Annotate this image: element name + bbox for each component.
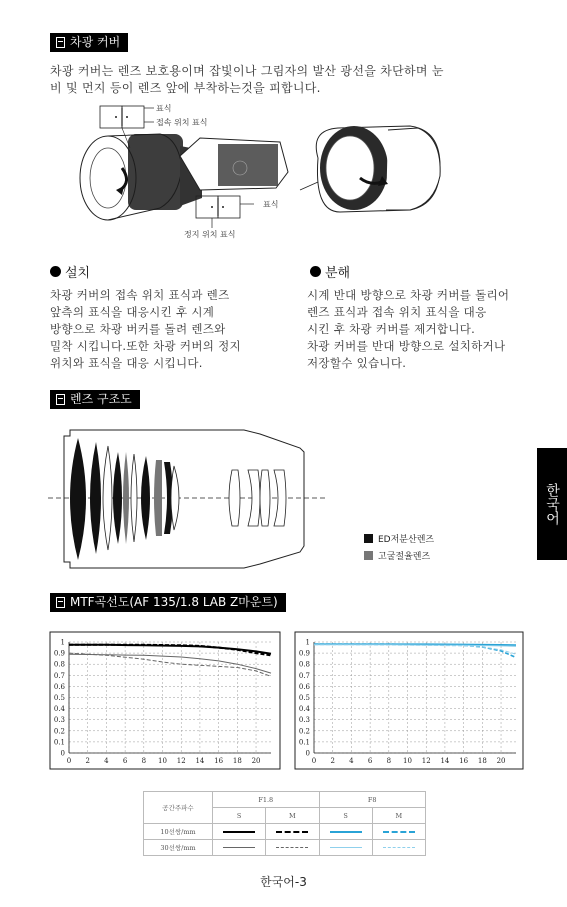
x-tick-label: 12: [176, 757, 186, 765]
legend-row-30: 30선쌍/mm: [144, 840, 213, 856]
remove-text: 시계 반대 방향으로 차광 커버를 돌리어 렌즈 표식과 접속 위치 표식을 대응 시킨 후 차광 커버를 제거합니다. 차광 커버를 반대 방향으로 설치하거나 저장할수 있습니다.: [307, 288, 510, 370]
legend-line-f8-30-m: [383, 847, 415, 848]
x-tick-label: 6: [122, 757, 128, 765]
legend-col-m: M: [266, 808, 319, 824]
x-tick-label: 4: [104, 757, 109, 765]
y-tick-label: 0.6: [53, 682, 65, 691]
legend-f8-header: F8: [319, 792, 426, 808]
document-icon: [56, 597, 65, 608]
legend-row-10: 10선쌍/mm: [144, 824, 213, 840]
document-icon: [56, 394, 65, 405]
hood-illustration: [50, 98, 510, 258]
mtf-legend-table: [143, 791, 426, 856]
x-tick-label: 18: [477, 757, 487, 765]
hood-intro: 차광 커버는 렌즈 보호용이며 잡빛이나 그림자의 발산 광선을 차단하며 눈 비 및 먼지 등이 렌즈 앞에 부착하는것을 피합니다.: [50, 64, 444, 95]
hood-attach-drawing: [80, 134, 202, 220]
label-mark: 표식: [156, 104, 172, 113]
lens-structure-diagram: [48, 424, 338, 574]
x-tick-label: 8: [141, 757, 147, 765]
install-text: 차광 커버의 접속 위치 표식과 렌즈 앞측의 표식을 대응시킨 후 시계 방향으로 차광 버커를 돌려 렌즈와 밀착 시킵니다.또한 차광 커버의 정지 위치와 표식을 대응 시킵니다.: [50, 288, 241, 370]
x-tick-label: 12: [421, 757, 431, 765]
install-heading: 설치: [50, 262, 90, 281]
legend-swatch-ed: [364, 534, 373, 543]
label-stop-position: 정지 위치 표식: [184, 230, 236, 239]
mtf-chart-f18: [49, 631, 281, 770]
x-tick-label: 18: [232, 757, 242, 765]
bullet-icon: [50, 266, 61, 277]
y-tick-label: 0.9: [53, 649, 65, 658]
y-tick-label: 0.3: [298, 716, 310, 725]
x-tick-label: 4: [349, 757, 354, 765]
y-tick-label: 0.5: [53, 694, 65, 702]
document-icon: [56, 37, 65, 48]
y-tick-label: 1: [60, 638, 65, 647]
x-tick-label: 10: [403, 757, 412, 765]
y-tick-label: 0.2: [53, 727, 65, 736]
legend-freq-header: 공간주파수: [144, 792, 213, 824]
x-tick-label: 2: [330, 757, 335, 765]
y-tick-label: 0.5: [298, 694, 310, 702]
mtf-chart-f8: [294, 631, 524, 770]
legend-line-f18-10-m: [276, 831, 308, 833]
legend-swatch-hr: [364, 551, 373, 560]
label-mark-2: 표식: [263, 200, 279, 209]
y-tick-label: 0.4: [53, 705, 65, 714]
y-tick-label: 0.8: [53, 660, 65, 669]
x-tick-label: 20: [251, 757, 261, 765]
hood-remove-drawing: [300, 126, 440, 212]
x-tick-label: 14: [440, 757, 450, 765]
y-tick-label: 0.2: [298, 727, 310, 736]
x-tick-label: 10: [158, 757, 167, 765]
language-side-tab: 한국어: [537, 448, 567, 560]
page-number: 한국어-3: [260, 875, 307, 889]
y-tick-label: 0.3: [53, 716, 65, 725]
lens-elements: [70, 438, 286, 560]
legend-line-f18-30-s: [223, 847, 255, 848]
section-title-hood: 차광 커버: [50, 33, 128, 52]
y-tick-label: 0: [305, 749, 310, 758]
y-tick-label: 0.1: [298, 738, 310, 747]
y-tick-label: 0: [60, 749, 65, 758]
y-tick-label: 0.7: [53, 671, 65, 680]
y-tick-label: 0.7: [298, 671, 310, 680]
section-title-mtf: MTF곡선도(AF 135/1.8 LAB Z마운트): [50, 593, 286, 612]
remove-heading: 분해: [310, 262, 350, 281]
x-tick-label: 20: [496, 757, 506, 765]
x-tick-label: 14: [195, 757, 205, 765]
section-title-structure: 렌즈 구조도: [50, 390, 140, 409]
x-tick-label: 16: [214, 757, 224, 765]
legend-ed-lens: ED저분산렌즈: [364, 532, 434, 545]
legend-col-m: M: [372, 808, 425, 824]
legend-col-s: S: [213, 808, 266, 824]
y-tick-label: 0.1: [53, 738, 65, 747]
legend-f18-header: F1.8: [213, 792, 320, 808]
legend-col-s: S: [319, 808, 372, 824]
y-tick-label: 0.8: [298, 660, 310, 669]
bullet-icon: [310, 266, 321, 277]
legend-line-f8-10-s: [330, 831, 362, 833]
mark-detail-box: [196, 196, 218, 218]
legend-line-f18-30-m: [276, 847, 308, 848]
hood-stop-drawing: [180, 138, 288, 190]
label-attach-position: 접속 위치 표식: [156, 118, 208, 127]
y-tick-label: 0.6: [298, 682, 310, 691]
x-tick-label: 6: [367, 757, 373, 765]
x-tick-label: 16: [459, 757, 469, 765]
mark-detail-box: [100, 106, 122, 128]
x-tick-label: 8: [386, 757, 392, 765]
x-tick-label: 2: [85, 757, 90, 765]
y-tick-label: 1: [305, 638, 310, 647]
x-tick-label: 0: [311, 757, 317, 765]
x-tick-label: 0: [66, 757, 72, 765]
mark-detail-box: [218, 196, 240, 218]
y-tick-label: 0.4: [298, 705, 310, 714]
mark-detail-box: [122, 106, 144, 128]
legend-hr-lens: 고굴절율렌즈: [364, 549, 430, 562]
y-tick-label: 0.9: [298, 649, 310, 658]
legend-line-f8-30-s: [330, 847, 362, 848]
legend-line-f8-10-m: [383, 831, 415, 833]
legend-line-f18-10-s: [223, 831, 255, 833]
